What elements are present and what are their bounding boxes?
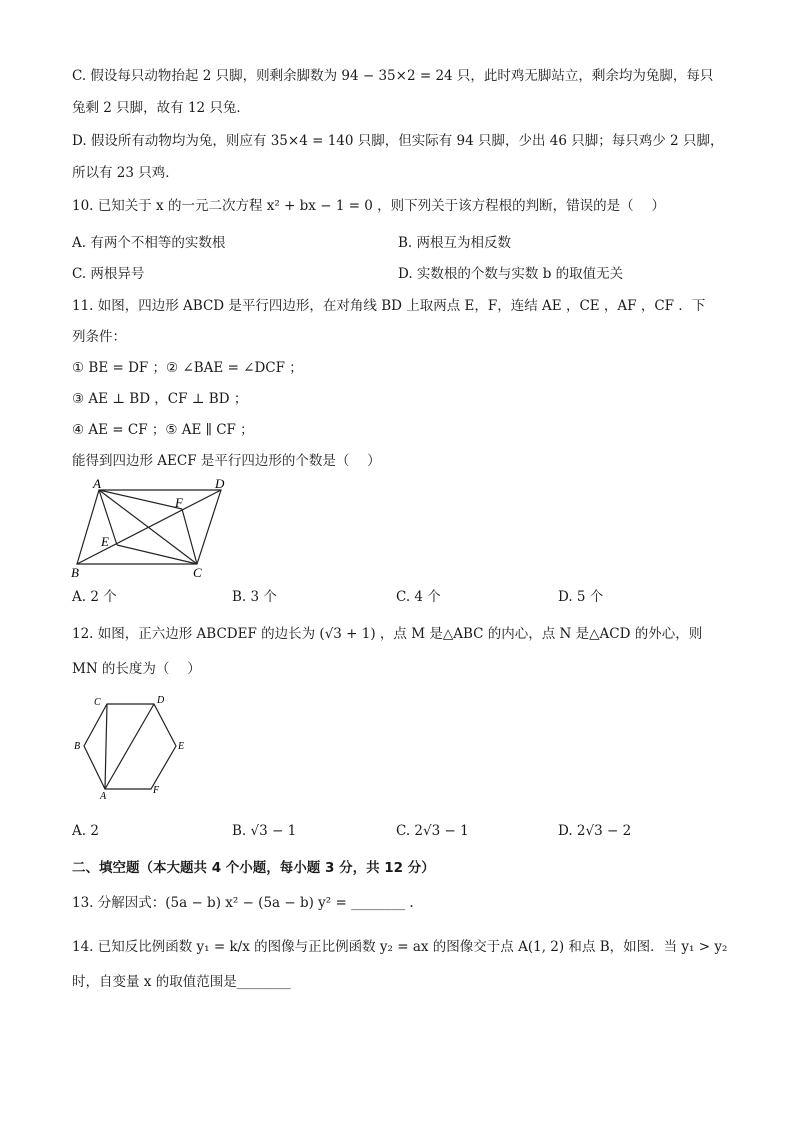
q12-option-d: D. 2√3 − 2 [558, 823, 632, 839]
fig12-label-d: D [157, 695, 165, 706]
q12-option-a: A. 2 [72, 823, 99, 839]
fig11-label-c: C [193, 565, 202, 580]
q11-option-b: B. 3 个 [232, 589, 277, 605]
q11-option-c: C. 4 个 [396, 589, 441, 605]
q11-condition-1-2: ① BE = DF ；② ∠BAE = ∠DCF ； [72, 360, 303, 376]
question-12-line2: MN 的长度为（ ） [72, 661, 201, 677]
option-d-line1: D. 假设所有动物均为兔，则应有 35×4 = 140 只脚，但实际有 94 只脚，少出 46 只脚；每只鸡少 2 只脚， [72, 133, 724, 149]
q11-condition-3: ③ AE ⊥ BD ，CF ⊥ BD ； [72, 391, 248, 407]
question-14-line2: 时，自变量 x 的取值范围是________ [72, 974, 291, 990]
option-c-line2: 兔剩 2 只脚，故有 12 只兔． [72, 100, 250, 116]
q11-condition-4-5: ④ AE = CF ；⑤ AE ∥ CF ； [72, 422, 254, 438]
q12-option-b: B. √3 − 1 [232, 823, 297, 839]
question-14-line1: 14. 已知反比例函数 y₁ = k/x 的图像与正比例函数 y₂ = ax 的图像交于点 A(1, 2) 和点 B，如图．当 y₁ > y₂ [72, 939, 728, 955]
q11-option-a: A. 2 个 [72, 589, 117, 605]
q10-option-b: B. 两根互为相反数 [398, 235, 512, 251]
question-13: 13. 分解因式：(5a − b) x² − (5a − b) y² = ________ . [72, 895, 414, 911]
parallelogram-figure [66, 474, 236, 584]
question-10: 10. 已知关于 x 的一元二次方程 x² + bx − 1 = 0 ，则下列关于该方程根的判断，错误的是（ ） [72, 198, 665, 214]
option-c-line1: C. 假设每只动物抬起 2 只脚，则剩余脚数为 94 − 35×2 = 24 只，此时鸡无脚站立，剩余均为兔脚，每只 [72, 68, 714, 84]
q11-option-d: D. 5 个 [558, 589, 604, 605]
question-11-line2: 列条件： [72, 329, 126, 345]
question-12-line1: 12. 如图，正六边形 ABCDEF 的边长为 (√3 + 1) ，点 M 是△ABC 的内心，点 N 是△ACD 的外心，则 [72, 626, 703, 642]
q10-option-c: C. 两根异号 [72, 266, 145, 282]
question-11-line1: 11. 如图，四边形 ABCD 是平行四边形，在对角线 BD 上取两点 E，F，连结 AE ，CE ，AF ，CF ．下 [72, 298, 706, 314]
fig12-label-e: E [178, 741, 185, 752]
section-heading-fill-in: 二、填空题（本大题共 4 个小题，每小题 3 分，共 12 分） [72, 860, 435, 876]
q10-option-d: D. 实数根的个数与实数 b 的取值无关 [398, 266, 624, 282]
fig12-label-f: F [153, 785, 160, 796]
q10-option-a: A. 有两个不相等的实数根 [72, 235, 226, 251]
fig11-label-e: E [101, 534, 109, 549]
fig11-label-b: B [71, 565, 79, 580]
hexagon-figure [68, 692, 198, 804]
q11-question: 能得到四边形 AECF 是平行四边形的个数是（ ） [72, 453, 381, 469]
option-d-line2: 所以有 23 只鸡． [72, 165, 179, 181]
q12-option-c: C. 2√3 − 1 [396, 823, 469, 839]
fig12-label-b: B [74, 741, 81, 752]
fig12-label-a: A [100, 791, 107, 802]
fig11-label-a: A [93, 476, 101, 491]
fig12-label-c: C [94, 697, 101, 708]
fig11-label-f: F [175, 495, 183, 510]
fig11-label-d: D [215, 476, 225, 491]
